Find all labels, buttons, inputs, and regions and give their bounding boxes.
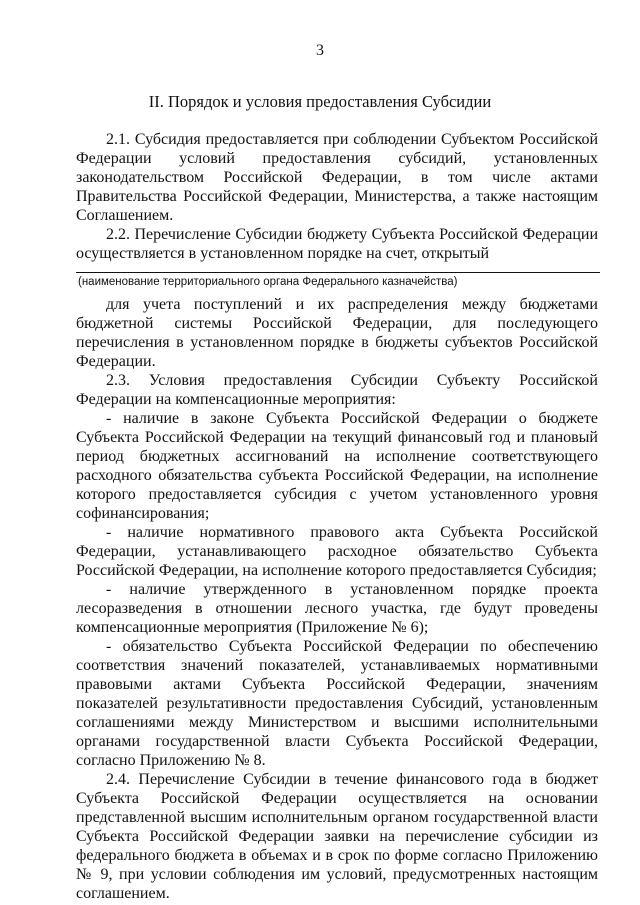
fill-in-line (76, 272, 600, 273)
condition-item: - обязательство Субъекта Российской Федерации по обеспечению соответствия значений показателей, устанавливаемых нормативными правовыми актами Субъекта Российской Федерации, значениям показателей результативности предоставления Субсидий, установленным соглашениями между Министерством и высшими исполнительными органами государственной власти Субъекта Российской Федерации, согласно Приложению № 8. (76, 638, 598, 769)
field-caption: (наименование территориального органа Федерального казначейства) (78, 276, 458, 288)
condition-item: - наличие нормативного правового акта Субъекта Российской Федерации, устанавливающего расходное обязательство Субъекта Российской Федерации, на исполнение которого предоставляется Субсидия; (76, 524, 598, 579)
treasury-name-field (76, 272, 598, 289)
paragraph-2-2-continued: для учета поступлений и их распределения между бюджетами бюджетной системы Российской Федерации, для последующего перечисления в установленном порядке в бюджеты субъектов Российской Федерации. (76, 296, 598, 370)
condition-item: - наличие в законе Субъекта Российской Федерации о бюджете Субъекта Российской Федерации на текущий финансовый год и плановый период бюджетных ассигнований на исполнение соответствующего расходного обязательства субъекта Российской Федерации, на исполнение которого предоставляется субсидия с учетом установленного уровня софинансирования; (76, 410, 598, 522)
paragraph-2-4: 2.4. Перечисление Субсидии в течение финансового года в бюджет Субъекта Российской Федерации осуществляется на основании представленной высшим исполнительным органом государственной власти Субъекта Российской Федерации заявки на перечисление субсидии из федерального бюджета в объемах и в срок по форме согласно Приложению № 9, при условии соблюдения им условий, предусмотренных настоящим соглашением. (76, 771, 598, 902)
paragraph-2-1: 2.1. Субсидия предоставляется при соблюдении Субъектом Российской Федерации условий предоставления субсидий, установленных законодательством Российской Федерации, в том числе актами Правительства Российской Федерации, Министерства, а также настоящим Соглашением. (76, 131, 598, 224)
condition-item: - наличие утвержденного в установленном порядке проекта лесоразведения в отношении лесного участка, где будут проведены компенсационные мероприятия (Приложение № 6); (76, 581, 598, 636)
page-number: 3 (316, 42, 324, 59)
section-heading: II. Порядок и условия предоставления Субсидии (148, 92, 492, 111)
paragraph-2-3: 2.3. Условия предоставления Субсидии Субъекту Российской Федерации на компенсационные мероприятия: (76, 372, 598, 408)
paragraph-2-2: 2.2. Перечисление Субсидии бюджету Субъекта Российской Федерации осуществляется в установленном порядке на счет, открытый (76, 226, 598, 262)
document-body (76, 130, 598, 903)
